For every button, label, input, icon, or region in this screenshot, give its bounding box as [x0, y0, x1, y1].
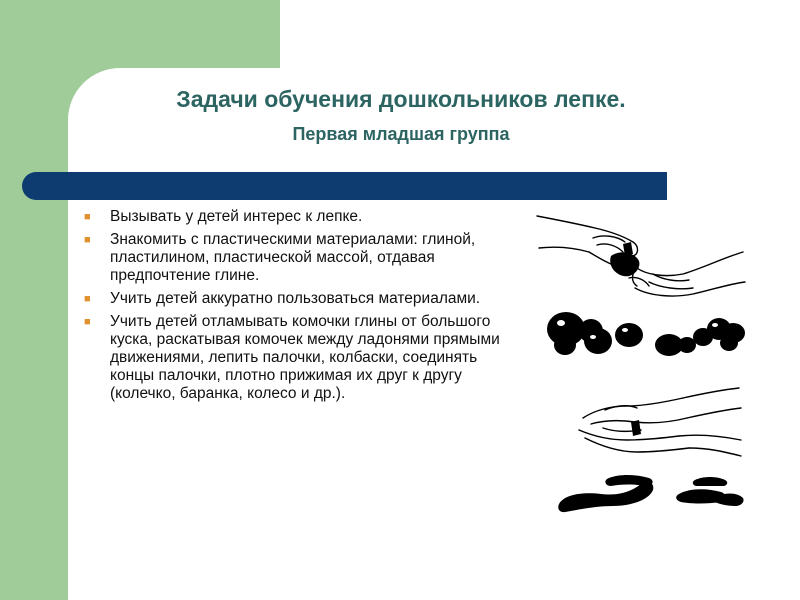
bullet-item: [84, 231, 514, 285]
hands-pinching-clay-icon: [533, 212, 748, 307]
bullet-item: [84, 313, 514, 403]
bullet-list: [84, 208, 514, 408]
hands-rolling-clay-icon: [575, 380, 745, 465]
bullet-item: [84, 208, 514, 226]
bullet-text: Знакомить с пластическими материалами: глиной, пластилином, пластической массой, отдавая предпочтение глине.: [110, 231, 476, 284]
clay-lumps-icon: [543, 303, 748, 361]
bullet-text: Учить детей отламывать комочки глины от большого куска, раскатывая комочек между ладонями прямыми движениями, лепить палочки, колбаски, соединять концы палочки, плотно прижимая их друг к другу (колечко, баранка, колесо и др.).: [110, 313, 500, 402]
bullet-square-icon: ■: [84, 211, 91, 223]
title-divider-bar: [22, 172, 667, 200]
bullet-item: [84, 290, 514, 308]
clay-sausages-icon: [555, 470, 745, 518]
title-block: [68, 84, 734, 147]
bullet-text: Учить детей аккуратно пользоваться материалами.: [110, 290, 481, 307]
slide-title: Задачи обучения дошкольников лепке.: [176, 86, 626, 112]
slide-subtitle: Первая младшая группа: [292, 124, 510, 144]
bullet-text: Вызывать у детей интерес к лепке.: [110, 208, 363, 225]
bullet-square-icon: ■: [84, 293, 91, 305]
bullet-square-icon: ■: [84, 234, 91, 246]
bullet-square-icon: ■: [84, 316, 91, 328]
